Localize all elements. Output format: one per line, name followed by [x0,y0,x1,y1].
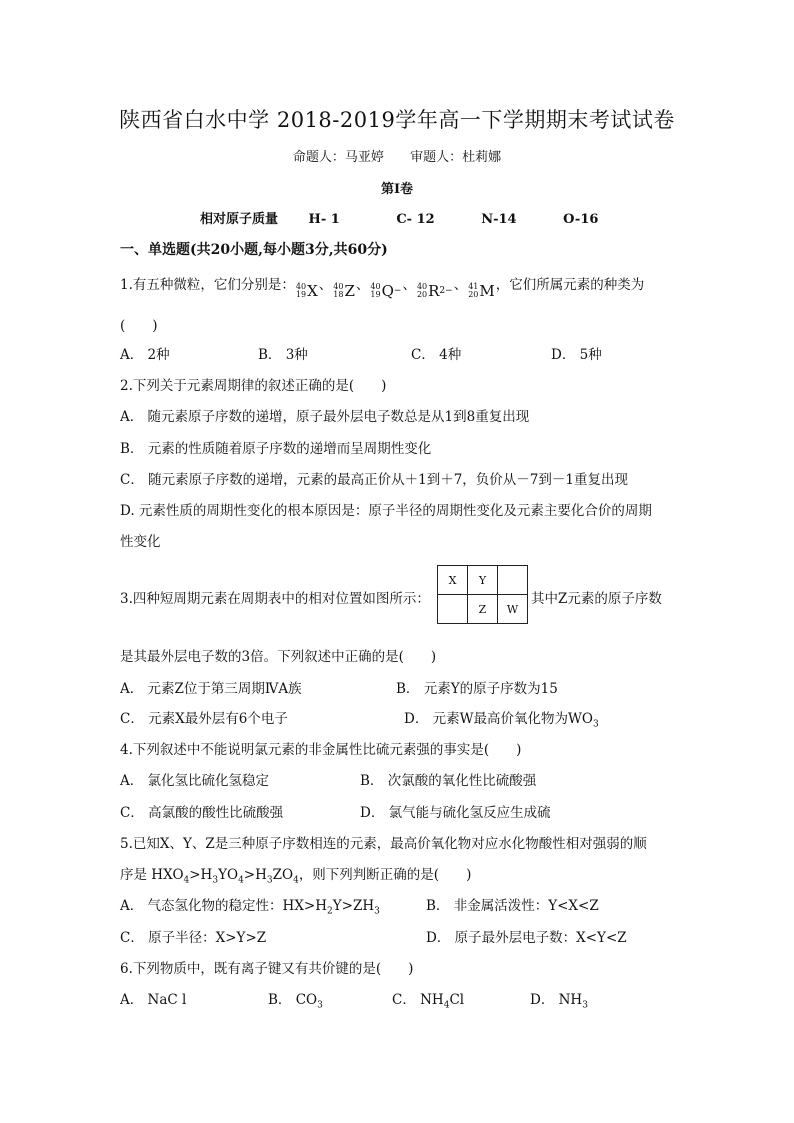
q6-stem: 6.下列物质中，既有离子键又有共价键的是( ) [120,961,414,977]
separator: 、 [355,277,370,293]
q4-stem: 4.下列叙述中不能说明氯元素的非金属性比硫元素强的事实是( ) [120,742,522,758]
q6-option-a: A． NaC l [120,992,187,1008]
atomic-mass-line [200,208,598,227]
q3-stem-c: 是其最外层电子数的3倍。下列叙述中正确的是( ) [120,649,437,665]
q3-option-d: D． 元素W最高价氧化物为$WO_3$ [404,711,599,730]
q1-paren: ( ) [120,318,158,334]
q2-stem: 2.下列关于元素周期律的叙述正确的是( ) [120,378,387,394]
section-heading: 一、单选题(共20小题,每小题3分,共60分) [120,242,388,258]
authors-line [0,146,794,165]
ion-charge: − [393,286,402,296]
nuclide-numbers [333,283,343,299]
q2-option-c: C． 随元素原子序数的递增，元素的最高正价从＋1到＋7，负价从－7到－1重复出现 [120,472,628,488]
mass-number: 41 [468,282,479,291]
nuclide-z [333,282,355,300]
element-symbol: Q [381,282,394,300]
mass-number: 40 [416,282,428,291]
cell-x: X [438,566,468,595]
nuclide-numbers [296,283,306,299]
atomic-mass-label: 相对原子质量 [200,212,279,227]
q5-option-b: B． 非金属活泼性：Y<X<Z [426,898,599,914]
q2-option-d-line2: 性变化 [120,534,161,550]
nuclide-numbers [370,283,380,299]
atomic-number: 19 [370,290,381,299]
q4-option-d: D． 氯气能与硫化氢反应生成硫 [360,805,551,821]
element-symbol: Z [344,282,355,300]
q2-option-d-line1: D. 元素性质的周期性变化的根本原因是：原子半径的周期性变化及元素主要化合价的周期 [120,503,652,519]
atomic-mass-o: O-16 [563,212,599,227]
cell-w: W [498,595,528,624]
atomic-number: 19 [295,290,307,299]
q6-option-b: B． $CO_3$ [268,992,323,1011]
separator: 、 [402,277,416,293]
q3-stem-b: 其中Z元素的原子序数 [531,591,662,607]
element-symbol: R [428,282,440,300]
q1-stem [120,273,644,300]
q1-option-d: D． 5种 [551,347,602,363]
atomic-number: 20 [416,290,428,299]
q3-stem-a: 3.四种短周期元素在周期表中的相对位置如图所示： [120,591,430,607]
q3-option-b: B． 元素Y的原子序数为15 [396,681,558,697]
part-heading: 第Ⅰ卷 [380,182,414,197]
cell-empty-1 [498,566,528,595]
reviewer: 审题人：杜莉娜 [410,150,502,165]
cell-y: Y [468,566,498,595]
element-symbol: M [479,282,495,300]
q5-option-a: A． 气态氢化物的稳定性：$HX>H_2Y>ZH_3$ [120,898,380,917]
nuclide-numbers [468,283,478,299]
q6-option-d: D． $NH_3$ [530,992,588,1011]
q4-option-c: C． 高氯酸的酸性比硫酸强 [120,805,284,821]
nuclide-x [296,282,318,300]
ion-charge: 2− [439,286,453,296]
atomic-number: 20 [468,290,479,299]
nuclide-m [468,282,495,300]
q2-option-b: B． 元素的性质随着原子序数的递增而呈周期性变化 [120,441,432,457]
mass-number: 40 [370,282,381,291]
atomic-mass-n: N-14 [481,212,517,227]
separator: 、 [318,277,333,293]
proposer: 命题人：马亚婷 [292,150,384,165]
q3-option-a: A． 元素Z位于第三周期ⅣA族 [120,681,302,697]
q2-option-a: A． 随元素原子序数的递增，原子最外层电子数总是从1到8重复出现 [120,409,530,425]
q6-option-c: C． $NH_4Cl$ [392,992,465,1011]
q4-option-a: A． 氯化氢比硫化氢稳定 [120,773,270,789]
q4-option-b: B． 次氯酸的氧化性比硫酸强 [360,773,537,789]
q5-option-c: C． 原子半径：X>Y>Z [120,930,267,946]
q5-option-d: D． 原子最外层电子数：X<Y<Z [426,930,627,946]
nuclide-numbers [417,283,427,299]
nuclide-list [295,277,496,300]
element-symbol: X [307,282,318,300]
atomic-number: 18 [333,290,344,299]
separator: 、 [453,277,468,293]
cell-z: Z [468,595,498,624]
periodic-position-table [437,565,528,624]
q3-option-c: C． 元素X最外层有6个电子 [120,711,288,727]
atomic-mass-h: H- 1 [308,212,340,227]
q1-option-c: C． 4种 [411,347,462,363]
nuclide-q [370,282,401,300]
q1-stem-b: ，它们所属元素的种类为 [495,277,645,293]
q5-stem-line1: 5.已知X、Y、Z是三种原子序数相连的元素，最高价氧化物对应水化物酸性相对强弱的顺 [120,836,647,852]
mass-number: 40 [295,282,307,291]
q5-stem-line2: 序是 $HXO_4>H_3YO_4>H_3ZO_4$，则下列判断正确的是( ) [120,867,472,886]
nuclide-r [417,282,453,300]
atomic-mass-c: C- 12 [396,212,435,227]
mass-number: 40 [333,282,344,291]
q1-option-b: B． 3种 [258,347,308,363]
page-title: 陕西省白水中学 2018-2019学年高一下学期期末考试试卷 [119,108,675,132]
q1-option-a: A． 2种 [120,347,170,363]
cell-empty-2 [438,595,468,624]
q1-stem-a: 1.有五种微粒，它们分别是： [120,277,295,293]
